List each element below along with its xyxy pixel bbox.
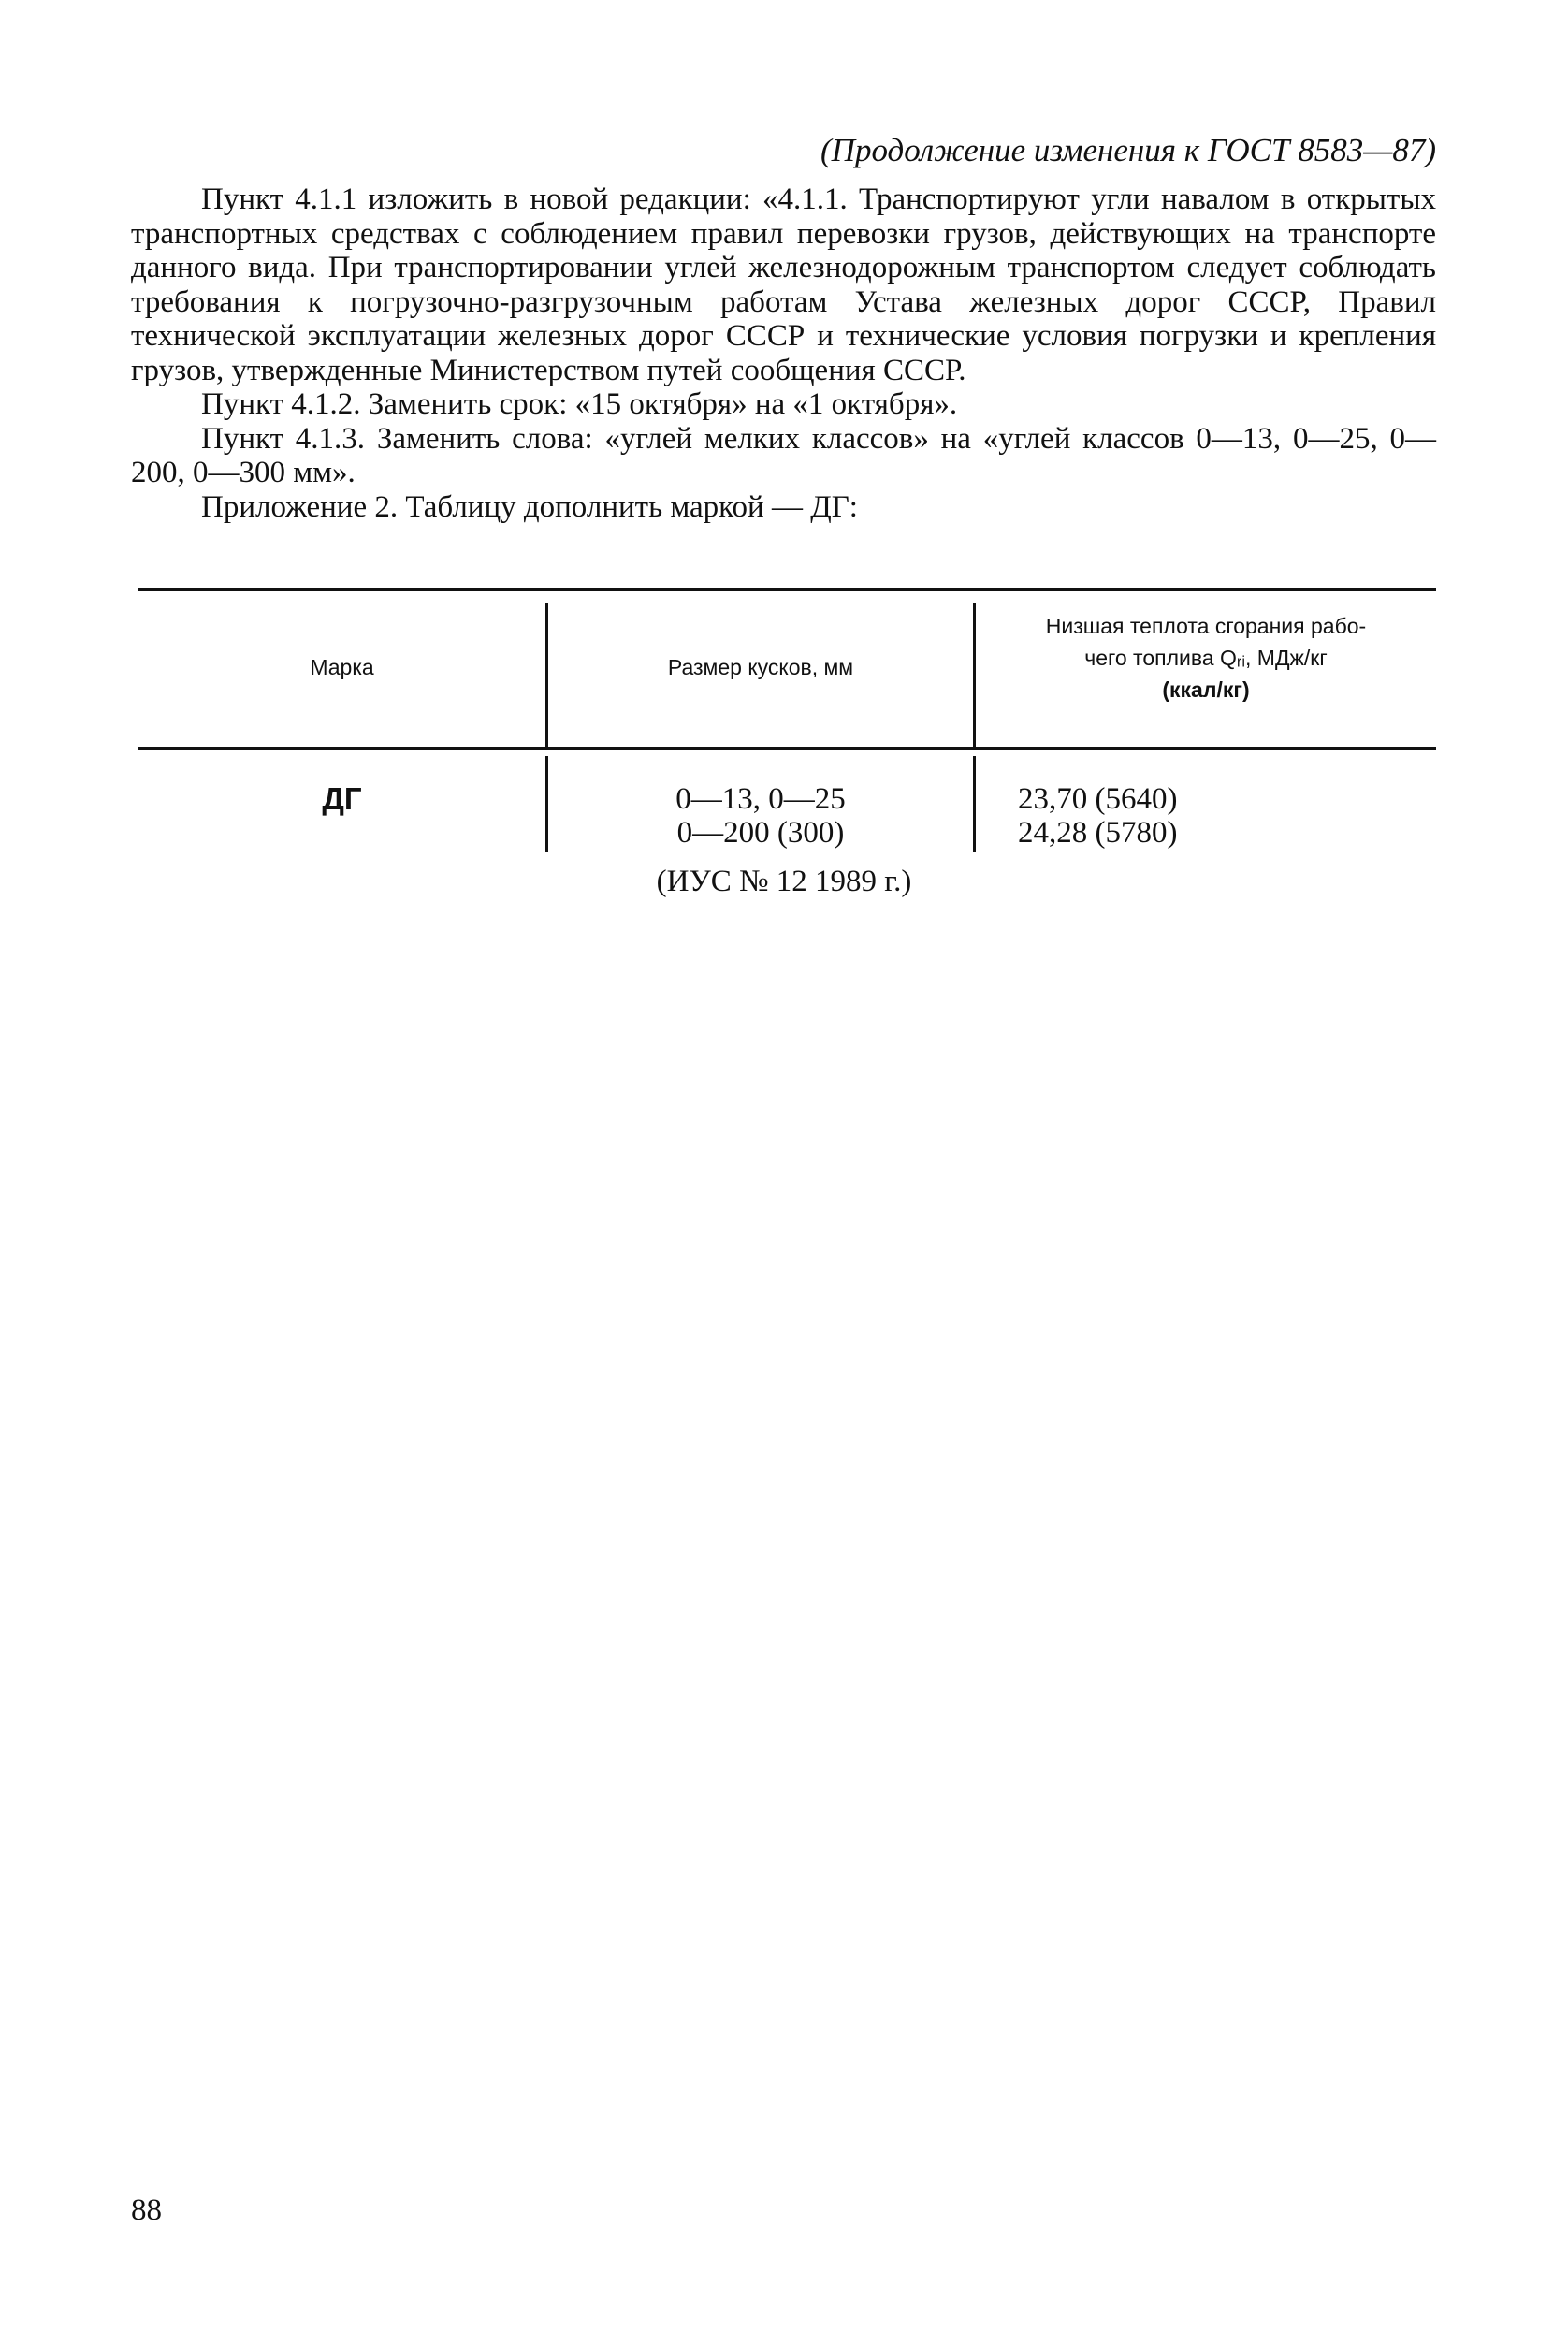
cell-heat-line: 23,70 (5640) xyxy=(1018,782,1178,816)
paragraph-4-1-3: Пункт 4.1.3. Заменить слова: «углей мелких классов» на «углей классов 0—13, 0—25, 0—200, 0—300 мм». xyxy=(131,421,1436,489)
header-heat-line: (ккал/кг) xyxy=(1162,677,1250,702)
paragraph-4-1-1: Пункт 4.1.1 изложить в новой редакции: «4.1.1. Транспортируют угли навалом в открытых транспортных средствах с соблюдением правил перевозки грузов, действующих на транспорте данного вида. При транспортировании углей железнодорожным транспортом следует соблюдать требования к погрузочно-разгрузочным работам Устава железных дорог СССР, Правил технической эксплуатации железных дорог СССР и технические условия погрузки и крепления грузов, утвержденные Министерством путей сообщения СССР. xyxy=(131,182,1436,387)
cell-size-line: 0—13, 0—25 xyxy=(675,782,846,816)
column-divider xyxy=(973,756,976,852)
header-heat-line: Низшая теплота сгорания рабо- xyxy=(1045,614,1367,638)
amendment-text xyxy=(131,182,1436,524)
cell-heat-value xyxy=(1018,782,1430,850)
cell-size xyxy=(548,782,973,850)
cell-marka: ДГ xyxy=(322,781,362,816)
header-heat-value xyxy=(976,610,1436,706)
header-heat-line: чего топлива Qᵣᵢ, МДж/кг xyxy=(1084,646,1328,670)
cell-heat-line: 24,28 (5780) xyxy=(1018,816,1178,850)
page-number: 88 xyxy=(131,2193,162,2227)
paragraph-appendix-2: Приложение 2. Таблицу дополнить маркой — ДГ: xyxy=(201,489,858,524)
table-top-rule xyxy=(138,588,1436,591)
coal-grade-table xyxy=(138,588,1436,852)
header-bottom-rule xyxy=(138,747,1436,750)
continuation-header: (Продолжение изменения к ГОСТ 8583—87) xyxy=(820,132,1436,168)
source-reference: (ИУС № 12 1989 г.) xyxy=(656,865,912,898)
header-marka: Марка xyxy=(310,655,374,679)
cell-size-line: 0—200 (300) xyxy=(676,816,845,850)
header-size: Размер кусков, мм xyxy=(667,655,854,679)
paragraph-4-1-2: Пункт 4.1.2. Заменить срок: «15 октября» на «1 октября». xyxy=(201,387,958,421)
